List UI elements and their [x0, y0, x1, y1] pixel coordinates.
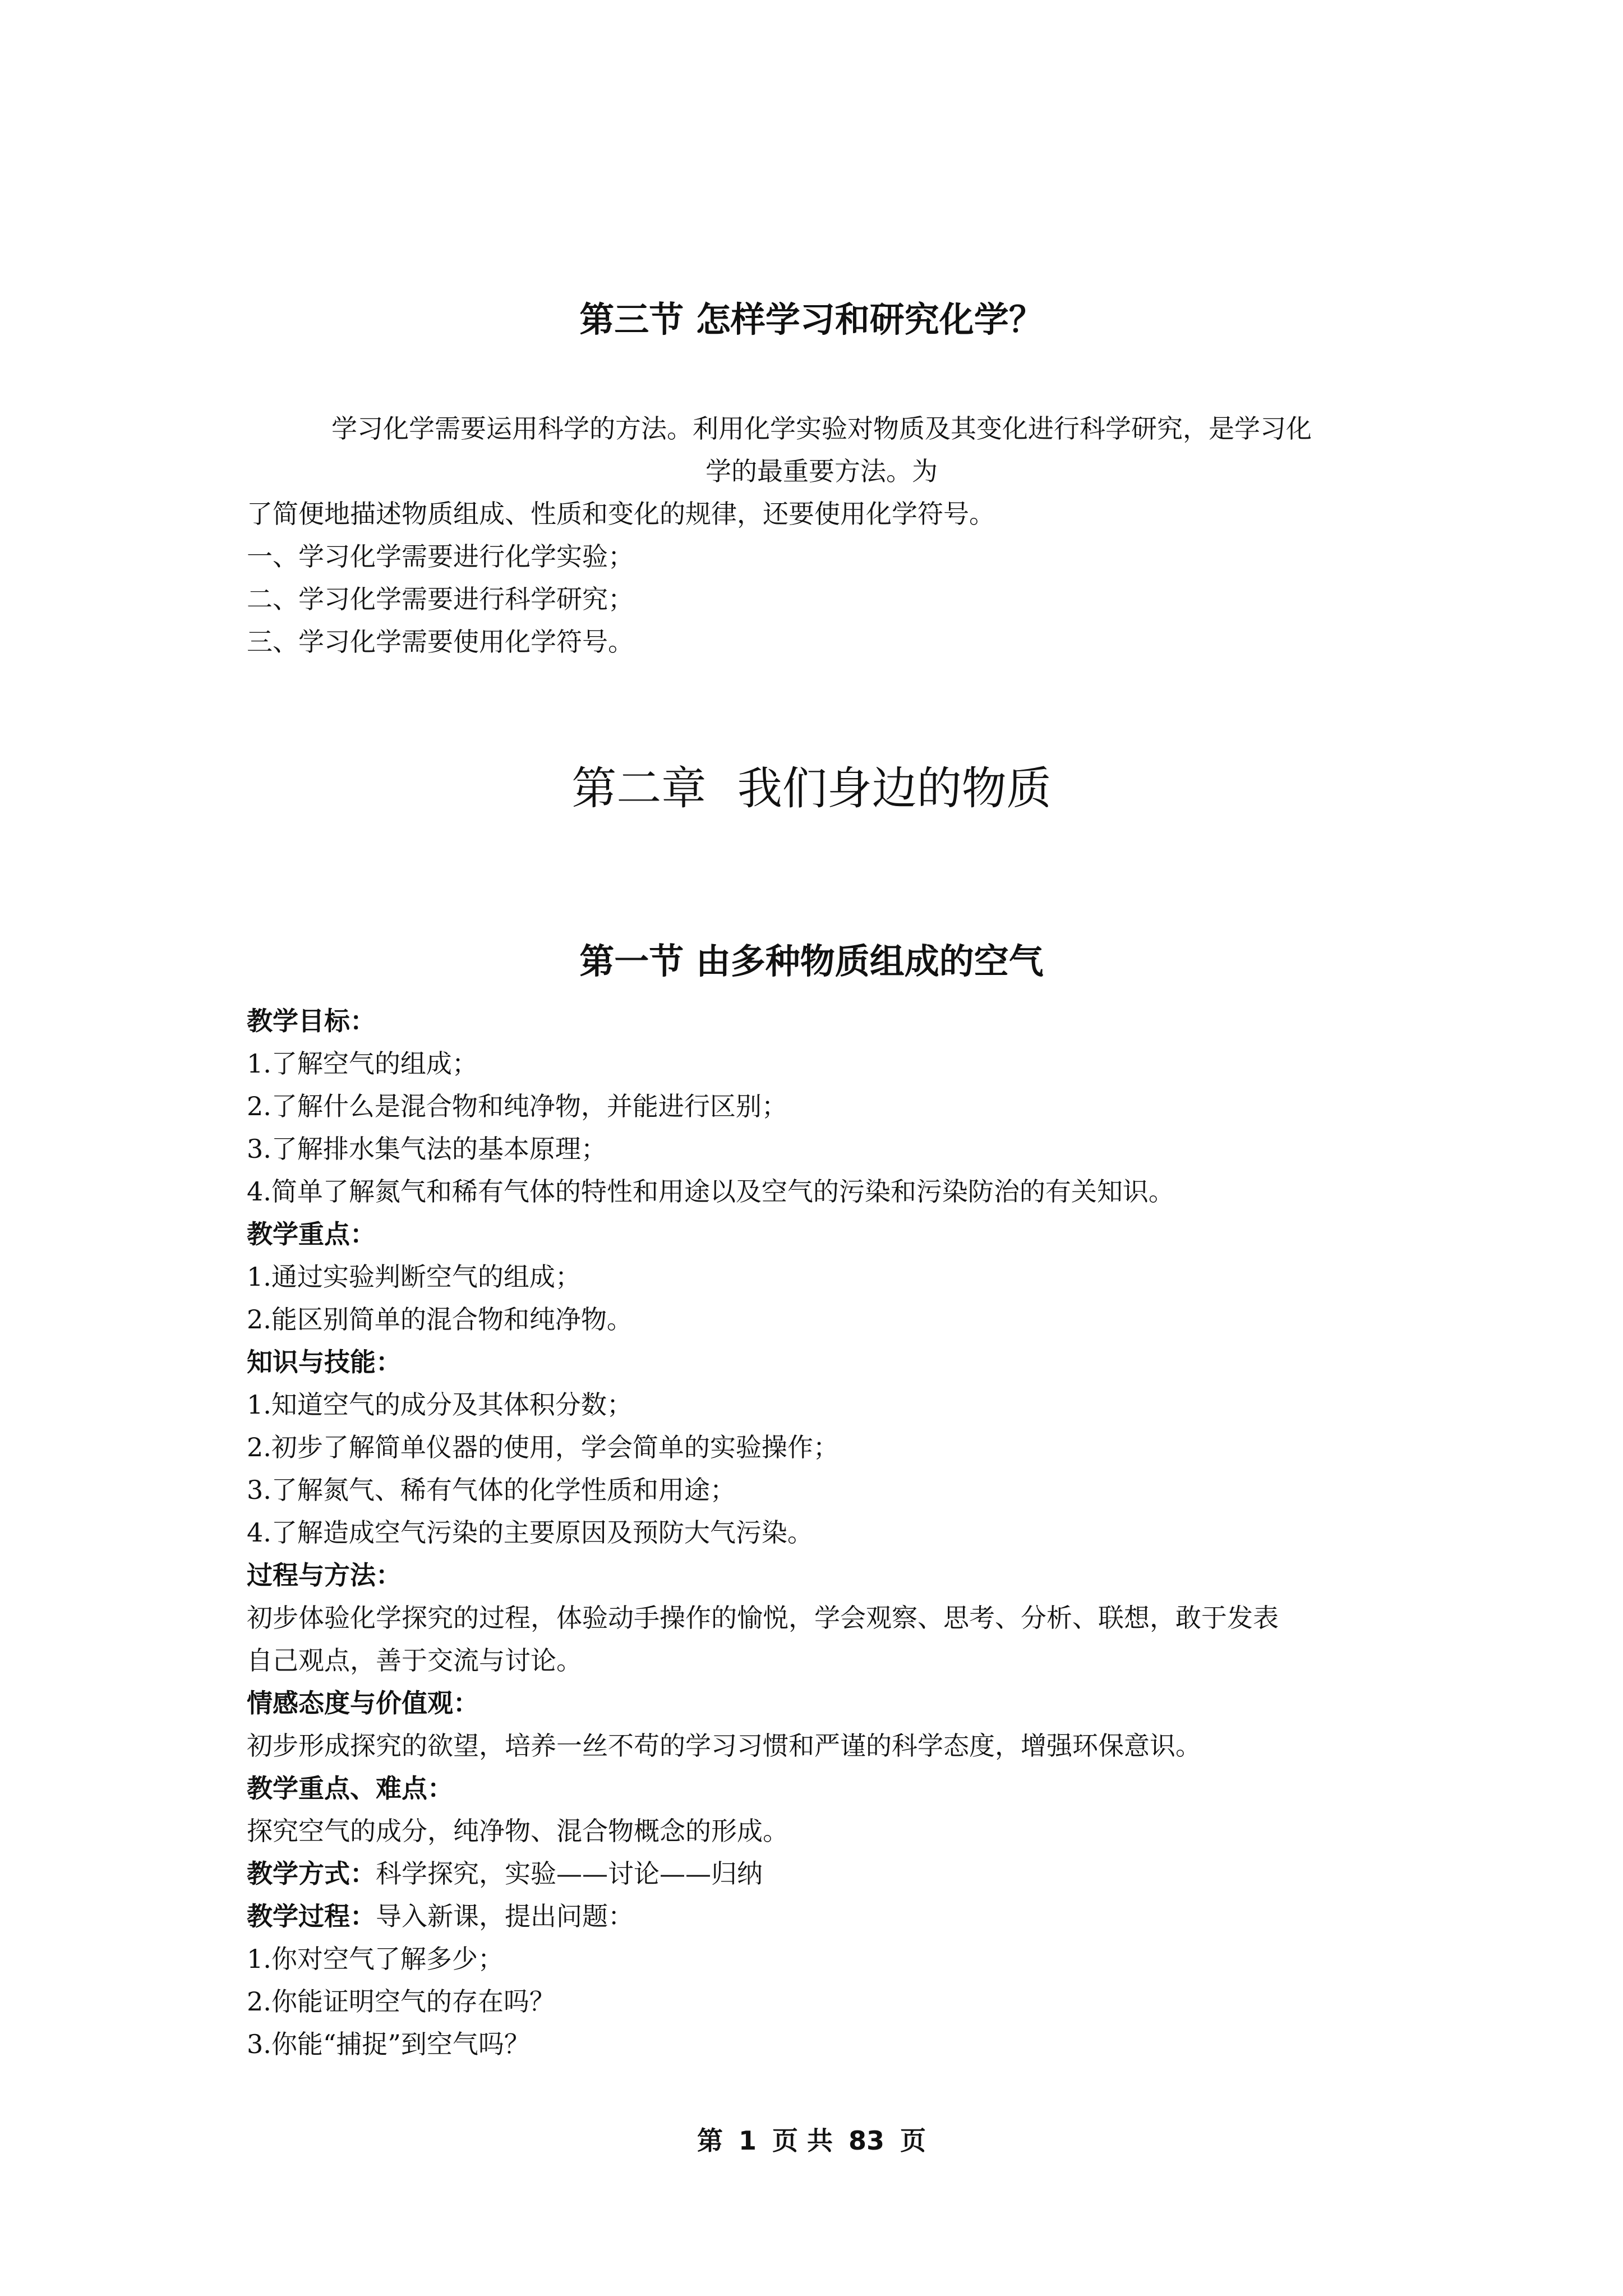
- attitude-heading: 情感态度与价值观：: [247, 1688, 479, 1718]
- section1-title: 第一节 由多种物质组成的空气: [579, 941, 1044, 982]
- section3-intro-line2: 学的最重要方法。为: [706, 456, 938, 486]
- section3-item: 一、学习化学需要进行化学实验；: [247, 541, 634, 572]
- section1-body: [247, 1000, 1396, 2065]
- section3-title: 第三节 怎样学习和研究化学？: [579, 299, 1044, 340]
- page-footer: [0, 2124, 1623, 2157]
- goal-item: 3.了解排水集气法的基本原理；: [247, 1134, 607, 1164]
- total-pages: 83: [849, 2125, 885, 2156]
- goal-item: 4.简单了解氮气和稀有气体的特性和用途以及空气的污染和污染防治的有关知识。: [247, 1176, 1174, 1207]
- key-item: 1.通过实验判断空气的组成；: [247, 1262, 581, 1292]
- procedure-line: [247, 1895, 1396, 1938]
- difficulty-text: 探究空气的成分，纯净物、混合物概念的形成。: [247, 1816, 789, 1846]
- skill-item: 1.知道空气的成分及其体积分数；: [247, 1389, 633, 1420]
- footer-suffix: 页: [900, 2125, 926, 2156]
- footer-middle: 页 共: [772, 2125, 833, 2156]
- skill-item: 4.了解造成空气污染的主要原因及预防大气污染。: [247, 1517, 813, 1548]
- attitude-text: 初步形成探究的欲望，培养一丝不苟的学习习惯和严谨的科学态度，增强环保意识。: [247, 1731, 1201, 1761]
- skills-heading: 知识与技能：: [247, 1347, 402, 1377]
- method-heading: 教学方式：: [247, 1858, 376, 1889]
- process-heading: 过程与方法：: [247, 1560, 402, 1590]
- process-line2: 自己观点，善于交流与讨论。: [247, 1645, 582, 1676]
- section3-intro-line1: 学习化学需要运用科学的方法。利用化学实验对物质及其变化进行科学研究，是学习化: [331, 413, 1312, 444]
- key-heading: 教学重点：: [247, 1219, 376, 1249]
- goals-heading: 教学目标：: [247, 1006, 376, 1036]
- skill-item: 3.了解氮气、稀有气体的化学性质和用途；: [247, 1475, 736, 1505]
- process-line1: 初步体验化学探究的过程，体验动手操作的愉悦，学会观察、思考、分析、联想，敢于发表: [247, 1603, 1279, 1633]
- question-item: 3.你能“捕捉”到空气吗？: [247, 2029, 530, 2059]
- footer-prefix: 第: [697, 2125, 723, 2156]
- skill-item: 2.初步了解简单仪器的使用，学会简单的实验操作；: [247, 1432, 839, 1462]
- section3-intro: [247, 407, 1396, 663]
- question-item: 1.你对空气了解多少；: [247, 1944, 504, 1974]
- chapter-title: 第二章 我们身边的物质: [571, 762, 1052, 815]
- page-number: 1: [738, 2125, 757, 2156]
- section3-intro-line3: 了简便地描述物质组成、性质和变化的规律，还要使用化学符号。: [247, 499, 995, 529]
- method-text: 科学探究，实验——讨论——归纳: [376, 1858, 763, 1889]
- key-item: 2.能区别简单的混合物和纯净物。: [247, 1304, 633, 1335]
- section3-item: 二、学习化学需要进行科学研究；: [247, 584, 634, 614]
- goal-item: 1.了解空气的组成；: [247, 1048, 478, 1079]
- procedure-text: 导入新课，提出问题：: [376, 1901, 634, 1931]
- goal-item: 2.了解什么是混合物和纯净物，并能进行区别；: [247, 1091, 787, 1121]
- method-line: [247, 1852, 1396, 1895]
- procedure-heading: 教学过程：: [247, 1901, 376, 1931]
- question-item: 2.你能证明空气的存在吗？: [247, 1986, 555, 2017]
- difficulty-heading: 教学重点、难点：: [247, 1773, 453, 1803]
- section3-item: 三、学习化学需要使用化学符号。: [247, 627, 634, 657]
